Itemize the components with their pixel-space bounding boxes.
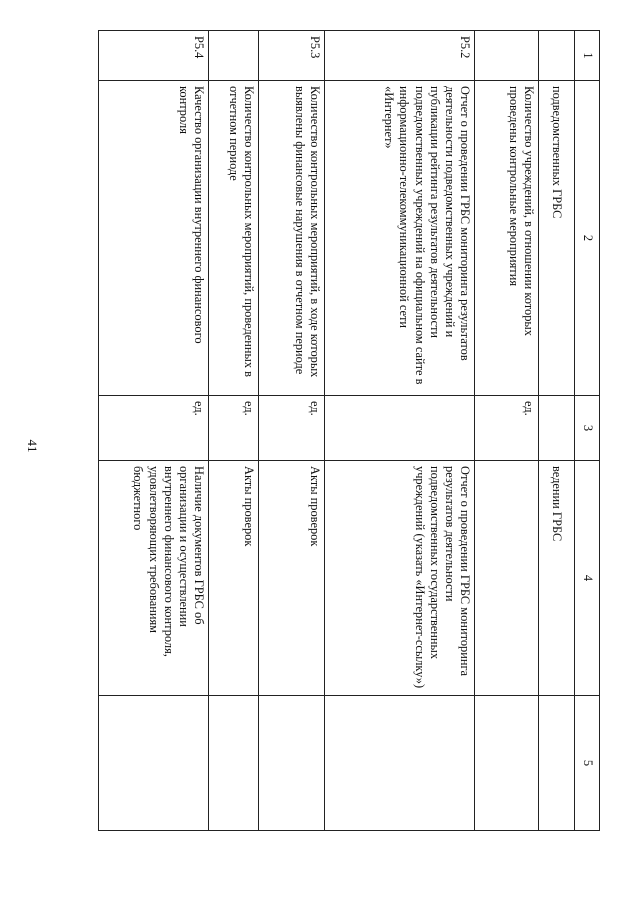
header-cell: 3 [575, 396, 600, 461]
note-cell [259, 696, 325, 831]
code-cell [475, 31, 539, 81]
unit-cell: ед. [99, 396, 209, 461]
code-cell: P5.3 [259, 31, 325, 81]
header-cell: 5 [575, 696, 600, 831]
unit-cell [539, 396, 575, 461]
indicator-cell: Отчет о проведении ГРБС мониторинга результатов деятельности подведомственных учреждений и публикации рейтинга результатов деятельности подведомственных учреждений на официальном сайте в информационно-телекоммуникационной сети «Интернет» [325, 81, 475, 396]
page-number-text: 41 [25, 439, 40, 453]
code-cell [209, 31, 259, 81]
source-cell: Акты проверок [209, 461, 259, 696]
note-cell [209, 696, 259, 831]
indicator-table [98, 30, 600, 831]
table-row [325, 31, 475, 831]
note-cell [475, 696, 539, 831]
source-cell [475, 461, 539, 696]
table-row [539, 31, 575, 831]
indicator-cell: Качество организации внутреннего финансового контроля [99, 81, 209, 396]
unit-cell: ед. [475, 396, 539, 461]
table-row [259, 31, 325, 831]
unit-cell [325, 396, 475, 461]
header-cell: 4 [575, 461, 600, 696]
indicator-cell: Количество учреждений, в отношении которых проведены контрольные мероприятия [475, 81, 539, 396]
rotated-table-canvas [60, 30, 600, 830]
code-cell: P5.2 [325, 31, 475, 81]
code-cell [539, 31, 575, 81]
unit-cell: ед. [259, 396, 325, 461]
code-cell: P5.4 [99, 31, 209, 81]
indicator-cell: подведомственных ГРБС [539, 81, 575, 396]
source-cell: Наличие документов ГРБС об организации и осуществлении внутреннего финансового контроля, удовлетворяющих требованиям бюджетного [99, 461, 209, 696]
table-header-row [575, 31, 600, 831]
source-cell: ведении ГРБС [539, 461, 575, 696]
rotated-table-container [60, 30, 600, 830]
header-cell: 2 [575, 81, 600, 396]
note-cell [325, 696, 475, 831]
source-cell: Акты проверок [259, 461, 325, 696]
table-row [99, 31, 209, 831]
table-row [209, 31, 259, 831]
source-cell: Отчет о проведении ГРБС мониторинга результатов деятельности подведомственных государственных учреждений (указать «Интернет-ссылку») [325, 461, 475, 696]
page-number [22, 438, 42, 468]
table-row [475, 31, 539, 831]
unit-cell: ед. [209, 396, 259, 461]
note-cell [99, 696, 209, 831]
note-cell [539, 696, 575, 831]
header-cell: 1 [575, 31, 600, 81]
indicator-cell: Количество контрольных мероприятий, в ходе которых выявлены финансовые нарушения в отчетном периоде [259, 81, 325, 396]
indicator-cell: Количество контрольных мероприятий, проведенных в отчетном периоде [209, 81, 259, 396]
